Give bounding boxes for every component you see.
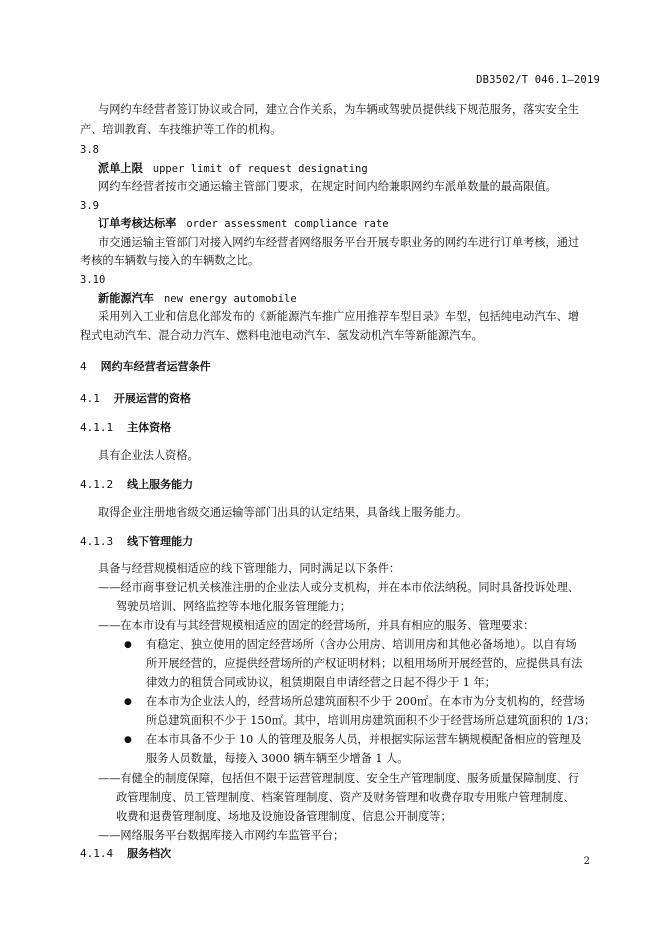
list-item: ——有健全的制度保障，包括但不限于运营管理制度、安全生产管理制度、服务质量保障制度、行 — [98, 772, 580, 785]
section-title: 线下管理能力 — [127, 535, 194, 548]
paragraph-line: 取得企业注册地省级交通运输等部门出具的认定结果，具备线上服务能力。 — [98, 506, 468, 519]
paragraph-line: 具有企业法人资格。 — [98, 449, 199, 462]
paragraph-line: 程式电动汽车、混合动力汽车、燃料电池电动汽车、氢发动机汽车等新能源汽车。 — [80, 329, 483, 342]
bullet-line: 在本市具备不少于 10 人的管理及服务人员，并根据实际运营车辆规模配备相应的管理及 — [146, 733, 582, 746]
term-english: upper limit of request designating — [152, 163, 368, 175]
definition-number: 3.8 — [80, 144, 99, 156]
paragraph-line: 考核的车辆数与接入的车辆数之比。 — [80, 254, 260, 267]
term-english: new energy automobile — [163, 293, 297, 305]
term-chinese: 新能源汽车 — [98, 292, 154, 305]
bullet-line: 律效力的租赁合同或协议，租赁期限自申请经营之日起不得少于 1 年； — [146, 676, 496, 689]
section-number: 4.1.1 — [80, 421, 114, 434]
section-number: 4.1.4 — [80, 847, 114, 860]
section-number: 4.1.2 — [80, 478, 114, 491]
bullet-line: 服务人员数量，每接入 3000 辆车辆至少增备 1 人。 — [146, 752, 409, 765]
list-item-continuation: 驾驶员培训、网络监控等本地化服务管理能力； — [116, 600, 351, 613]
list-item-continuation: 政管理制度、员工管理制度、档案管理制度、资产及财务管理和收费存取专用账户管理制度、 — [116, 791, 575, 804]
section-heading — [80, 419, 171, 437]
paragraph-line: 网约车经营者按市交通运输主管部门要求，在规定时间内给兼职网约车派单数量的最高限值。 — [98, 180, 557, 193]
section-number: 4.1 — [80, 392, 100, 405]
definition-term — [98, 290, 297, 308]
paragraph-line: 具备与经营规模相适应的线下管理能力，同时满足以下条件： — [98, 562, 401, 575]
section-title: 线上服务能力 — [127, 478, 194, 491]
list-item-continuation: 收费和退费管理制度、场地及设施设备管理制度、信息公开制度等； — [116, 810, 452, 823]
term-chinese: 订单考核达标率 — [98, 217, 177, 230]
paragraph-line: 与网约车经营者签订协议或合同，建立合作关系，为车辆或驾驶员提供线下规范服务，落实安全生 — [98, 103, 580, 116]
bullet-line: 有稳定、独立使用的固定经营场所（含办公用房、培训用房和其他必备场地）。以自有场 — [146, 638, 577, 651]
section-number: 4 — [80, 360, 87, 373]
section-title: 主体资格 — [127, 421, 172, 434]
list-item: ——网络服务平台数据库接入市网约车监管平台； — [98, 829, 345, 842]
section-heading — [80, 533, 193, 551]
section-heading — [80, 845, 171, 863]
document-id: DB3502/T 046.1—2019 — [476, 74, 600, 86]
bullet-line: 所总建筑面积不少于 150㎡。其中，培训用房建筑面积不少于经营场所总建筑面积的 1/3； — [146, 714, 596, 727]
section-heading — [80, 358, 211, 376]
term-english: order assessment compliance rate — [186, 218, 389, 230]
list-item: ——在本市设有与其经营规模相适应的固定的经营场所，并具有相应的服务、管理要求： — [98, 619, 535, 632]
definition-term — [98, 160, 368, 178]
definition-number: 3.10 — [80, 274, 106, 286]
page-number: 2 — [583, 856, 590, 867]
definition-term — [98, 215, 389, 233]
list-item: ——经市商事登记机关核准注册的企业法人或分支机构，并在本市依法纳税。同时具备投诉处理、 — [98, 581, 580, 594]
section-title: 服务档次 — [127, 847, 172, 860]
paragraph-line: 市交通运输主管部门对接入网约车经营者网络服务平台开展专职业务的网约车进行订单考核，通过 — [98, 236, 580, 249]
section-heading — [80, 476, 193, 494]
term-chinese: 派单上限 — [98, 162, 143, 175]
section-number: 4.1.3 — [80, 535, 114, 548]
section-title: 开展运营的资格 — [113, 392, 191, 405]
paragraph-line: 产、培训教育、车技维护等工作的机构。 — [80, 123, 282, 136]
bullet-icon: ● — [124, 735, 132, 745]
section-title: 网约车经营者运营条件 — [100, 360, 211, 373]
bullet-icon: ● — [124, 640, 132, 650]
definition-number: 3.9 — [80, 200, 99, 212]
section-heading — [80, 390, 191, 408]
bullet-line: 在本市为企业法人的，经营场所总建筑面积不少于 200㎡。在本市为分支机构的，经营场 — [146, 695, 585, 708]
paragraph-line: 采用列入工业和信息化部发布的《新能源汽车推广应用推荐车型目录》车型，包括纯电动汽车、增 — [98, 310, 580, 323]
bullet-line: 所开展经营的，应提供经营场所的产权证明材料；以租用场所开展经营的，应提供具有法 — [146, 657, 583, 670]
bullet-icon: ● — [124, 697, 132, 707]
